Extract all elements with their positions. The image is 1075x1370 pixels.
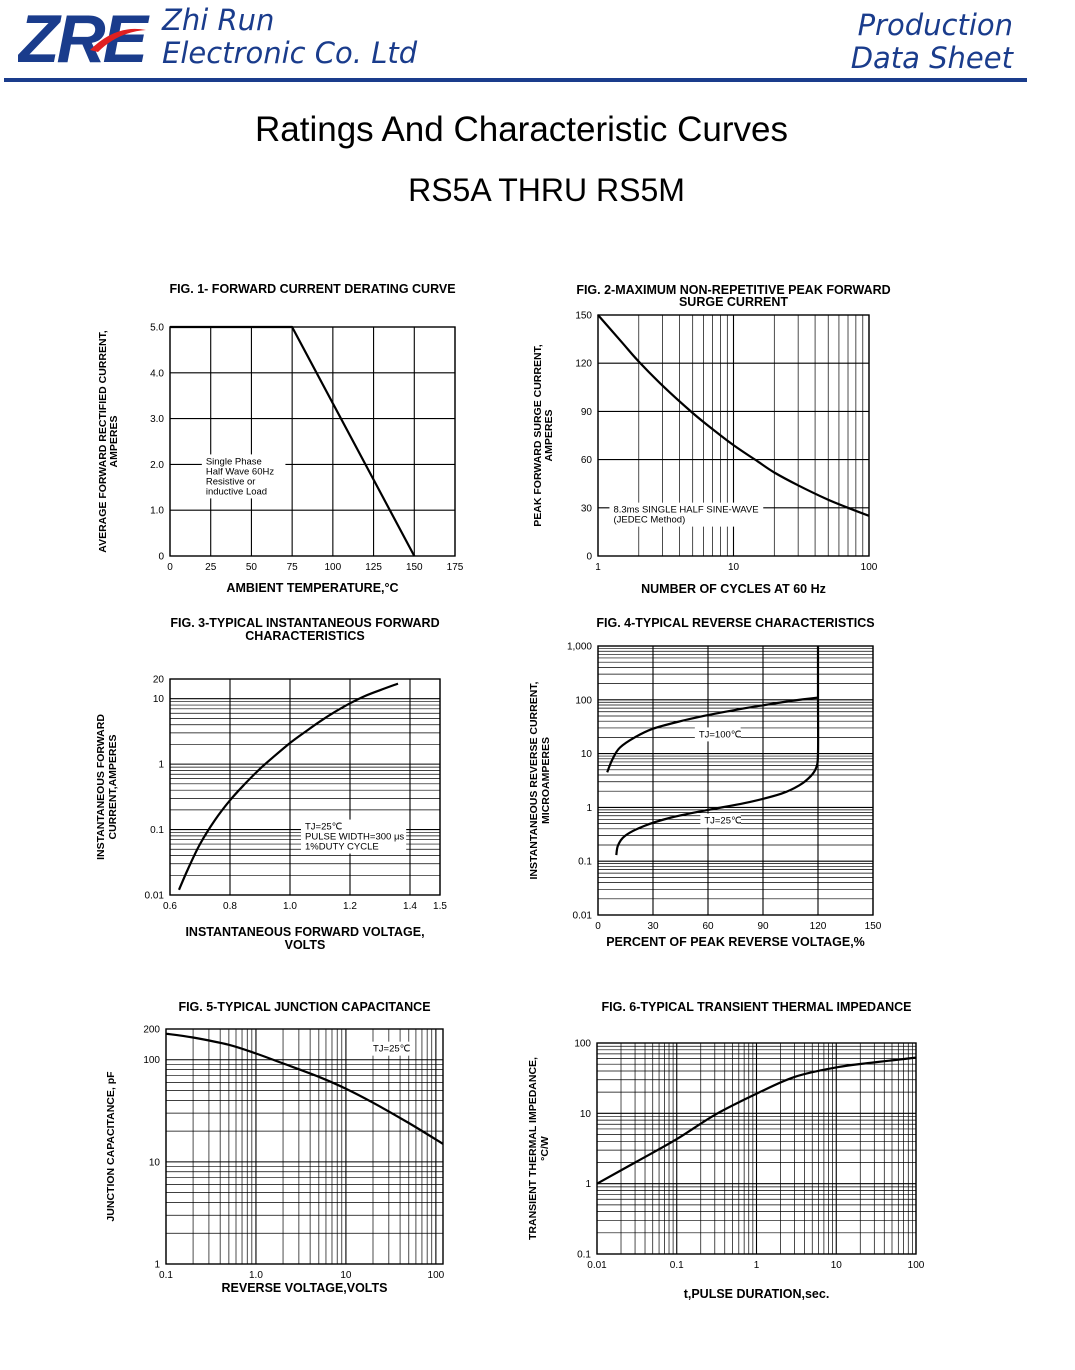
page-subtitle: RS5A THRU RS5M [408,172,685,208]
y-tick-label: 30 [580,503,592,515]
x-tick-label: 0.1 [159,1270,173,1281]
chart-title: FIG. 5-TYPICAL JUNCTION CAPACITANCE [178,1000,431,1014]
grid [170,679,440,895]
x-tick-label: 0.1 [669,1260,684,1271]
annotation-text: TJ=25℃ [372,1043,411,1055]
x-tick-label: 100 [907,1260,925,1271]
chart-3 [95,616,447,952]
y-tick-label: 1,000 [566,641,592,653]
x-tick-label: 1.5 [433,901,447,912]
chart-2 [532,283,891,596]
y-tick-label: 0.1 [577,1249,591,1261]
x-axis-label: AMBIENT TEMPERATURE,°C [226,581,399,595]
y-axis-label: JUNCTION CAPACITANCE, pF [105,1071,117,1222]
annotation-text: Single Phase [205,456,262,468]
grid [598,646,873,915]
page-title: Ratings And Characteristic Curves [255,110,788,149]
x-tick-label: 125 [365,562,382,573]
x-tick-label: 60 [702,921,714,932]
logo-text: ZRE [18,2,145,74]
y-tick-label: 10 [152,694,164,706]
x-tick-label: 25 [205,562,217,573]
x-tick-label: 0.01 [587,1260,607,1271]
x-tick-label: 1 [595,562,601,573]
y-axis-label: MICROAMPERES [540,737,552,824]
x-axis-label: NUMBER OF CYCLES AT 60 Hz [641,582,826,596]
y-tick-label: 10 [580,749,592,761]
annotation-text: 1%DUTY CYCLE [305,841,379,853]
y-axis-label: TRANSIENT THERMAL IMPEDANCE, [527,1057,539,1240]
x-tick-label: 1.2 [343,901,357,912]
y-axis-label: AMPERES [543,409,555,462]
chart-1 [97,282,464,595]
y-tick-label: 120 [575,358,592,370]
x-tick-label: 30 [647,921,659,932]
grid [597,1043,916,1254]
y-tick-label: 1.0 [150,505,164,517]
x-axis-label: PERCENT OF PEAK REVERSE VOLTAGE,% [606,935,865,949]
annotation-text: inductive Load [205,486,268,498]
x-tick-label: 90 [757,921,769,932]
doc-type-line-1: Production [857,8,1013,42]
y-tick-label: 0.01 [572,910,592,922]
plot-frame [170,327,455,556]
y-tick-label: 10 [579,1108,591,1120]
annotation-text: TJ=25℃ [305,821,343,833]
y-axis-label: INSTANTANEOUS REVERSE CURRENT, [528,681,540,880]
y-axis-label: AMPERES [108,415,120,468]
y-tick-label: 2.0 [150,459,164,471]
x-tick-label: 100 [860,562,878,573]
chart-title: FIG. 4-TYPICAL REVERSE CHARACTERISTICS [596,616,875,630]
x-tick-label: 0.8 [223,901,237,912]
y-tick-label: 0.1 [150,825,164,837]
chart-title: FIG. 3-TYPICAL INSTANTANEOUS FORWARD [170,616,440,630]
chart-title: FIG. 6-TYPICAL TRANSIENT THERMAL IMPEDANCE [601,1000,912,1014]
y-tick-label: 100 [574,1038,591,1050]
x-tick-label: 10 [727,562,740,573]
series-line-1 [179,684,398,890]
annotation-text: TJ=25℃ [704,815,742,827]
y-tick-label: 1 [158,759,164,771]
y-tick-label: 1 [585,1179,591,1191]
chart-title: FIG. 1- FORWARD CURRENT DERATING CURVE [169,282,456,296]
doc-type-line-2: Data Sheet [850,41,1013,75]
y-tick-label: 200 [143,1024,160,1036]
x-tick-label: 1 [753,1260,760,1271]
y-tick-label: 10 [148,1157,160,1169]
y-tick-label: 90 [580,406,592,418]
chart-4 [528,616,882,949]
grid [170,327,455,556]
x-tick-label: 10 [340,1270,352,1281]
chart-title: FIG. 2-MAXIMUM NON-REPETITIVE PEAK FORWARD [576,283,891,297]
x-tick-label: 0 [595,921,601,932]
y-tick-label: 0 [158,551,164,563]
x-tick-label: 10 [830,1260,842,1271]
company-line-2: Electronic Co. Ltd [162,36,418,70]
x-tick-label: 100 [427,1270,445,1281]
annotation-text: PULSE WIDTH=300 μs [305,831,405,843]
chart-5 [105,1000,445,1295]
y-tick-label: 0.1 [578,856,592,868]
y-tick-label: 100 [143,1055,160,1067]
y-tick-label: 20 [152,674,164,686]
y-tick-label: 1 [586,802,592,814]
chart-title: CHARACTERISTICS [245,629,365,643]
y-tick-label: 1 [154,1259,160,1271]
company-line-1: Zhi Run [162,3,275,37]
chart-title: SURGE CURRENT [678,295,789,309]
x-tick-label: 175 [446,562,464,573]
y-axis-label: AVERAGE FORWARD RECTIFIED CURRENT, [97,330,109,553]
plot-frame [598,646,873,915]
y-tick-label: 150 [575,310,592,322]
y-tick-label: 3.0 [150,414,164,426]
y-axis-label: °C/W [539,1136,551,1161]
grid [166,1029,443,1264]
plot-frame [170,679,440,895]
x-tick-label: 150 [405,562,423,573]
y-axis-label: PEAK FORWARD SURGE CURRENT, [532,344,544,527]
annotation-text: 8.3ms SINGLE HALF SINE-WAVE [613,504,759,516]
x-tick-label: 1.0 [283,901,297,912]
x-tick-label: 1.0 [249,1270,263,1281]
x-axis-label: VOLTS [284,938,326,952]
x-tick-label: 100 [324,562,342,573]
x-tick-label: 0 [167,562,173,573]
chart-6 [527,1000,925,1301]
y-tick-label: 0.01 [144,890,164,902]
x-tick-label: 1.4 [403,901,417,912]
x-tick-label: 50 [245,562,257,573]
annotation-text: (JEDEC Method) [613,514,686,526]
x-axis-label: REVERSE VOLTAGE,VOLTS [221,1281,388,1295]
x-tick-label: 150 [864,921,882,932]
annotation-text: Resistive or [205,476,256,488]
x-axis-label: INSTANTANEOUS FORWARD VOLTAGE, [185,925,425,939]
annotation-text: TJ=100℃ [698,729,742,741]
x-tick-label: 75 [286,562,298,573]
x-tick-label: 0.6 [163,901,177,912]
y-tick-label: 100 [575,695,592,707]
annotation-text: Half Wave 60Hz [205,466,275,478]
y-tick-label: 5.0 [150,322,164,334]
x-axis-label: t,PULSE DURATION,sec. [683,1287,830,1301]
y-tick-label: 0 [586,551,592,563]
y-tick-label: 60 [580,455,592,467]
y-axis-label: INSTANTANEOUS FORWARD [95,714,107,860]
x-tick-label: 120 [809,921,827,932]
y-tick-label: 4.0 [150,368,164,380]
y-axis-label: CURRENT,AMPERES [107,734,119,840]
